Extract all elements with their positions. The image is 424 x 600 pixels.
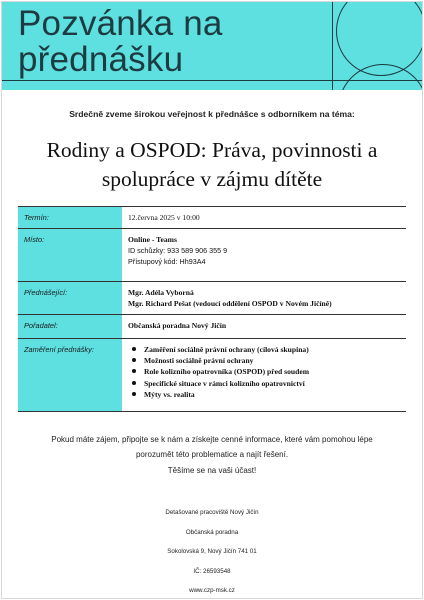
bullet-icon xyxy=(132,358,136,362)
bullet-icon xyxy=(132,347,136,351)
termin-value: 12.června 2025 v 10:00 xyxy=(128,213,200,222)
label-termin: Termín: xyxy=(18,207,122,229)
footer-ic: IČ: 26593548 xyxy=(193,567,231,575)
header-vertical-divider xyxy=(332,2,333,90)
footer-contact xyxy=(0,503,424,600)
label-zamereni: Zaměření přednášky: xyxy=(18,339,122,412)
header-banner xyxy=(2,2,422,90)
closing-line-1: Pokud máte zájem, připojte se k nám a získejte cenné informace, které vám pomohou lépe xyxy=(51,435,373,444)
value-prednasejici xyxy=(122,282,406,315)
organizer-name: Občanská poradna Nový Jičín xyxy=(128,321,227,330)
footer-address: Sokolovská 9, Nový Jičín 741 01 xyxy=(167,548,257,556)
list-item: Role kolizního opatrovníka (OSPOD) před soudem xyxy=(132,366,406,377)
row-poradatel xyxy=(18,315,406,339)
misto-meeting-id: ID schůzky: 933 589 906 355 9 xyxy=(128,246,228,255)
bullet-icon xyxy=(132,369,136,373)
details-table xyxy=(18,206,406,412)
misto-platform: Online - Teams xyxy=(128,235,177,244)
value-poradatel xyxy=(122,315,406,339)
label-prednasejici: Přednášející: xyxy=(18,282,122,315)
lecture-title-line-1: Rodiny a OSPOD: Práva, povinnosti a xyxy=(46,138,378,162)
footer-website-link[interactable]: www.czp-msk.cz xyxy=(189,587,235,595)
list-item: Specifické situace v rámci kolizního opatrovnictví xyxy=(132,378,406,389)
row-misto xyxy=(18,229,406,282)
page-title-line-1: Pozvánka na xyxy=(18,4,223,43)
value-misto xyxy=(122,229,406,282)
row-prednasejici xyxy=(18,282,406,315)
bullet-icon xyxy=(132,392,136,396)
speaker-1: Mgr. Adéla Vyborná xyxy=(128,288,194,297)
list-item: Mýty vs. realita xyxy=(132,389,406,400)
label-poradatel: Pořadatel: xyxy=(18,315,122,339)
footer-organization: Občanská poradna xyxy=(185,528,239,536)
list-item: Zaměření sociálně právní ochrany (cílová skupina) xyxy=(132,344,406,355)
value-termin xyxy=(122,207,406,229)
lecture-title-line-2: spolupráce v zájmu dítěte xyxy=(101,167,323,191)
page-title-line-2: přednášku xyxy=(18,40,184,79)
list-item: Možnosti sociálně právní ochrany xyxy=(132,355,406,366)
lecture-title xyxy=(10,136,414,194)
closing-text xyxy=(30,432,394,462)
value-zamereni xyxy=(122,339,406,412)
misto-access-code: Přístupový kód: Hh93A4 xyxy=(128,257,206,266)
row-zamereni xyxy=(18,339,406,412)
decorative-circle-bottom xyxy=(338,64,422,90)
speaker-2: Mgr. Richard Pešat (vedoucí oddělení OSPOD v Novém Jičíně) xyxy=(128,299,332,308)
row-termin xyxy=(18,207,406,229)
bullet-icon xyxy=(132,381,136,385)
page-title xyxy=(18,6,223,78)
label-misto: Místo: xyxy=(18,229,122,282)
greeting-text: Těšíme se na vaši účast! xyxy=(167,466,257,475)
closing-line-2: porozumět této problematice a najít řešení. xyxy=(135,450,289,459)
footer-office: Detašované pracoviště Nový Jičín xyxy=(165,509,259,516)
topic-list xyxy=(128,344,406,400)
intro-text: Srdečně zveme širokou veřejnost k přednášce s odborníkem na téma: xyxy=(69,109,355,119)
